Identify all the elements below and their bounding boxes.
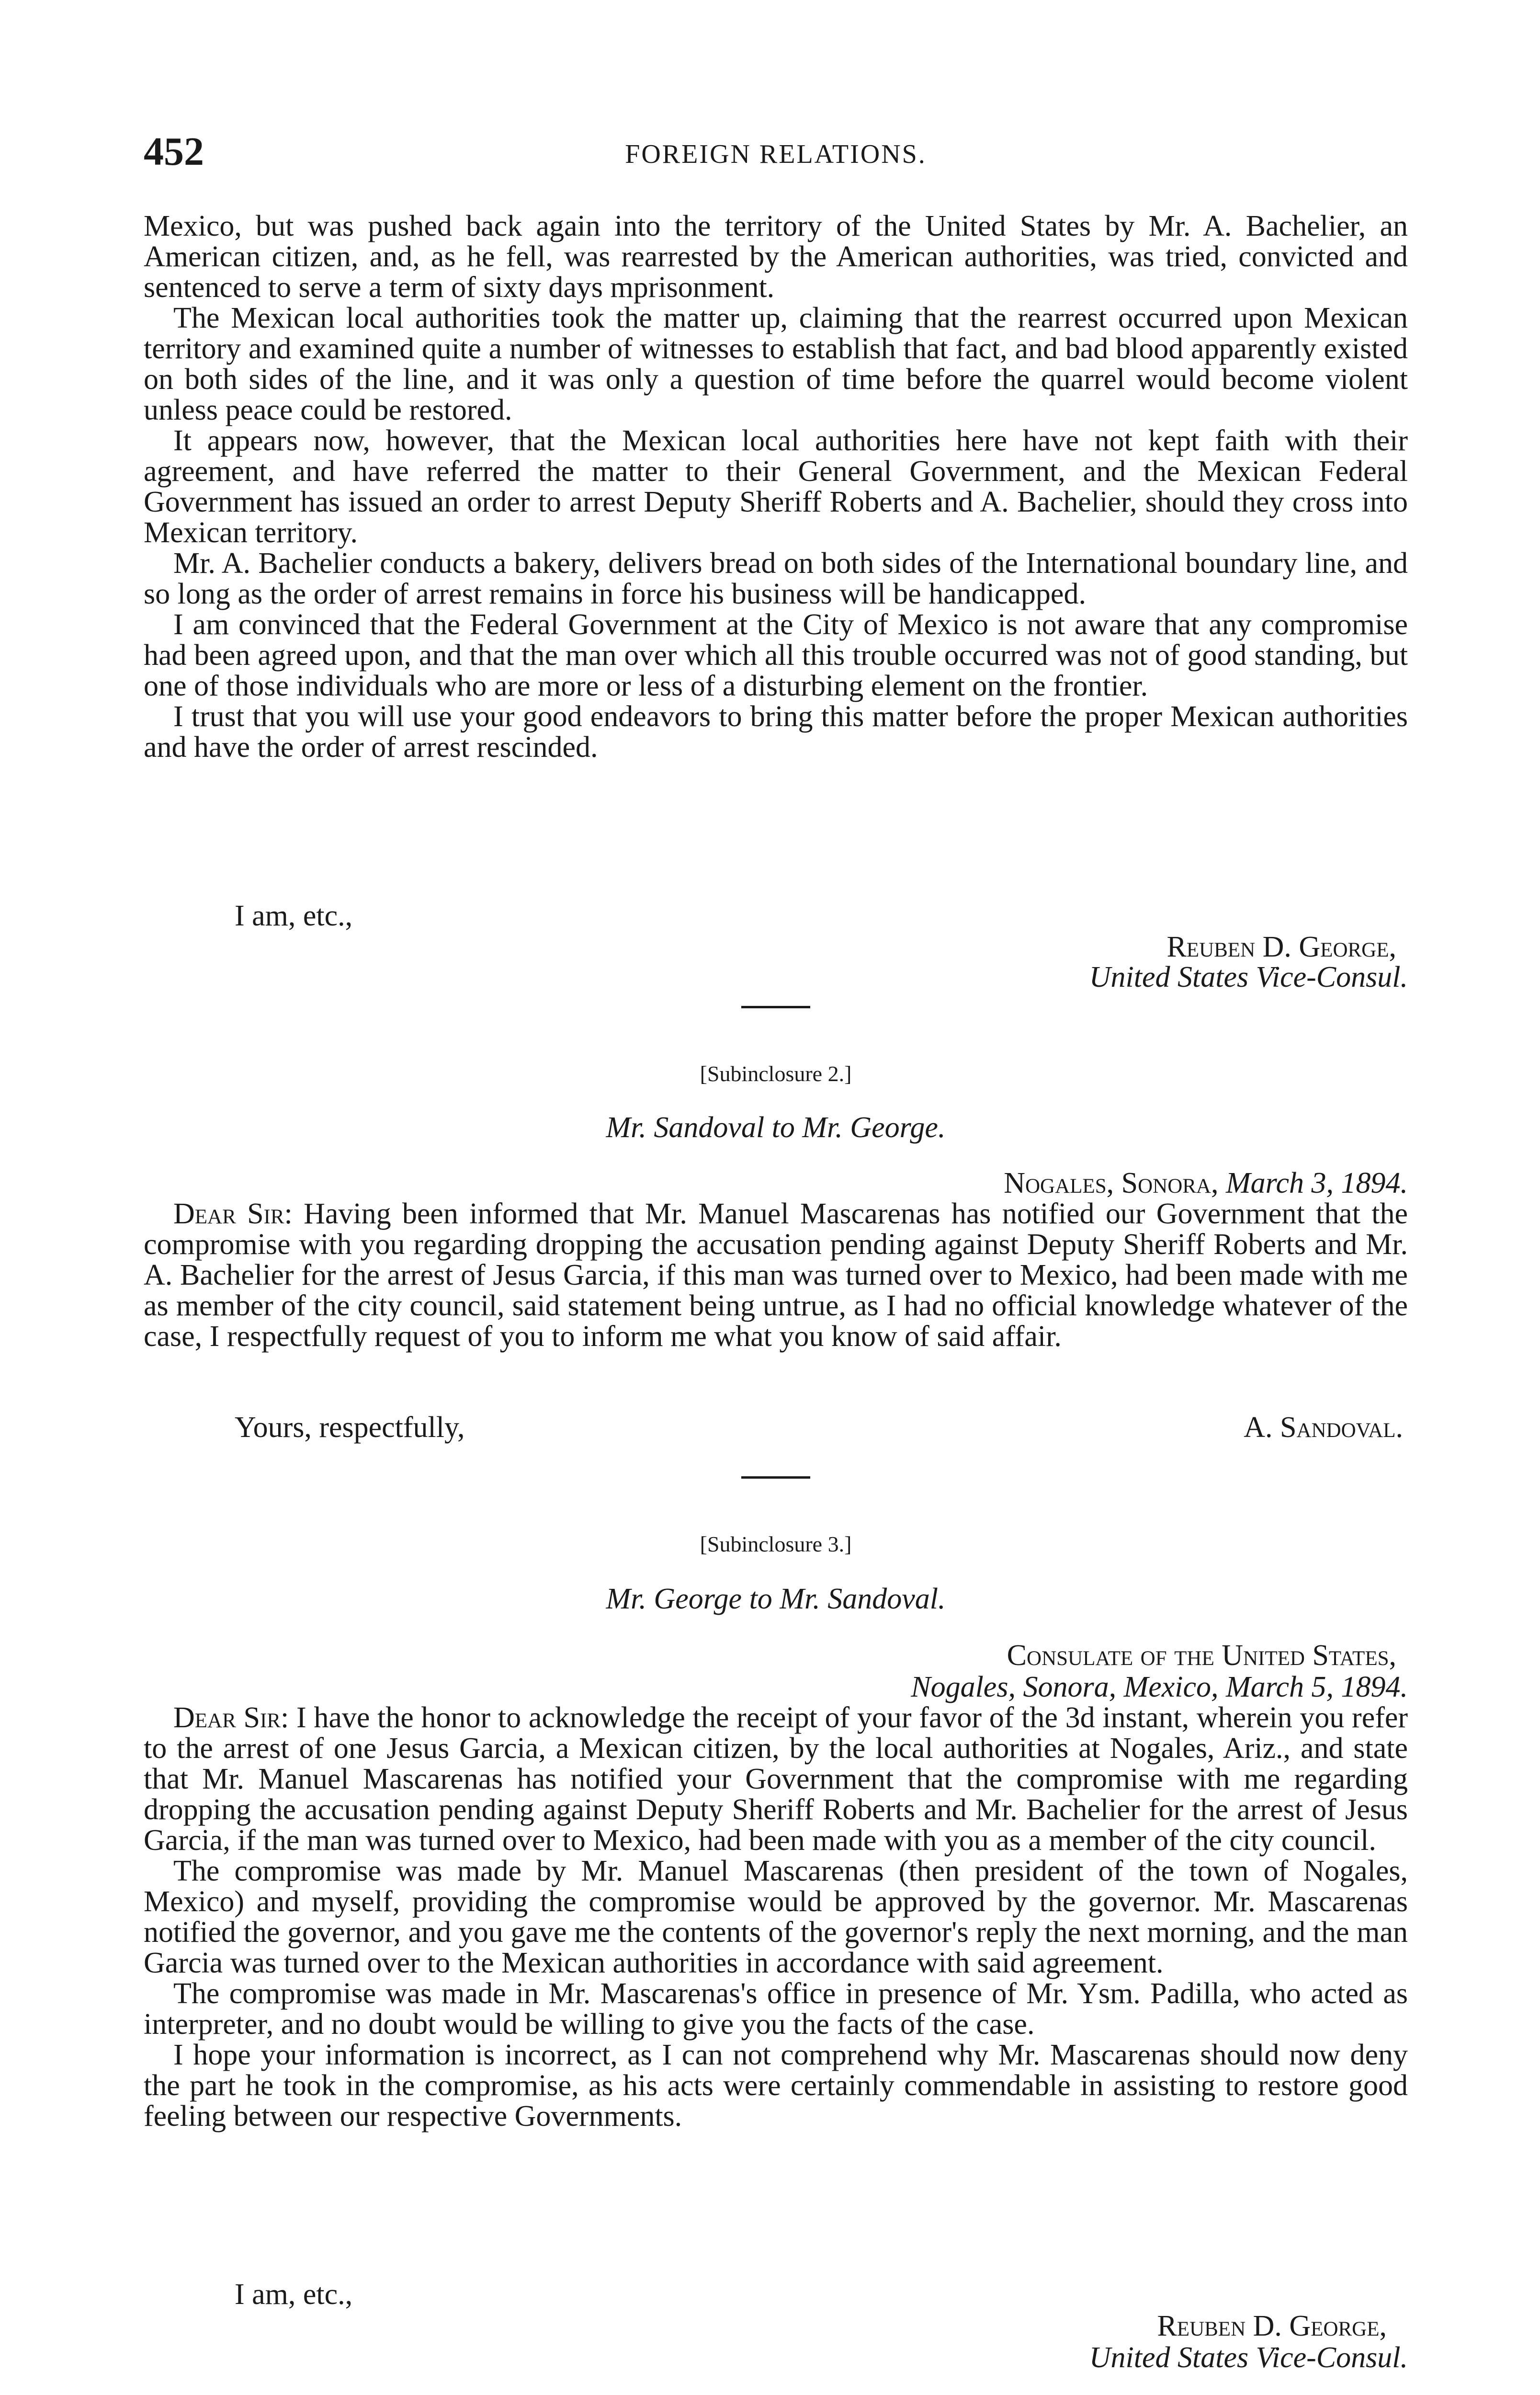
salutation: Dear Sir: [173,1198,293,1230]
dateline-place: Nogales, Sonora, [1004,1167,1219,1199]
signature-title: United States Vice-Consul. [1089,2341,1408,2374]
letter-heading: Mr. Sandoval to Mr. George. [606,1111,946,1144]
salutation: Dear Sir: [173,1701,289,1734]
dateline-date: March 3, 1894. [1226,1167,1408,1199]
closing: I am, etc., [235,900,353,932]
paragraph: It appears now, however, that the Mexican local authorities here have not kept faith with their agreement, and have referred the matter to their General Government, and the Mexican Federal Government has issued an order to arrest Deputy Sheriff Roberts and A. Bachelier, should they cross into Mexican territory. [144,424,1408,549]
paragraph: Mr. A. Bachelier conducts a bakery, delivers bread on both sides of the International boundary line, and so long as the order of arrest remains in force his business will be handicapped. [144,547,1408,610]
closing: I am, etc., [235,2278,353,2311]
signature-title: United States Vice-Consul. [1089,961,1408,993]
letter-body-2 [144,1198,1408,1352]
dateline-line1: Consulate of the United States, [1007,1639,1396,1672]
signature-name: Reuben D. George, [1157,2310,1387,2342]
paragraph: I hope your information is incorrect, as I can not comprehend why Mr. Mascarenas should now deny the part he took in the compromise, as his acts were certainly commendable in assisting to restore good feeling between our respective Governments. [144,2039,1408,2133]
paragraph: The compromise was made by Mr. Manuel Mascarenas (then president of the town of Nogales, Mexico) and myself, providing the compromise would be approved by the governor. Mr. Mascarenas notified the governor, and you gave me the contents of the governor's reply the next morning, and the man Garcia was turned over to the Mexican authorities in accordance with said agreement. [144,1855,1408,1979]
closing-row [235,1412,1403,1443]
letter-body-1 [144,211,1408,763]
paragraph [144,1198,1408,1352]
paragraph: I am convinced that the Federal Government at the City of Mexico is not aware that any compromise had been agreed upon, and that the man over which all this trouble occurred was not of good standing, but one of those individuals who are more or less of a disturbing element on the frontier. [144,608,1408,702]
paragraph: The Mexican local authorities took the matter up, claiming that the rearrest occurred upon Mexican territory and examined quite a number of witnesses to establish that fact, and bad blood apparently existed on both sides of the line, and it was only a question of time before the quarrel would become violent unless peace could be restored. [144,302,1408,426]
subinclosure-label: [Subinclosure 3.] [700,1532,852,1556]
signature: A. Sandoval. [1244,1411,1403,1444]
paragraph-text: Having been informed that Mr. Manuel Mascarenas has notified our Government that the compromise with you regarding dropping the accusation pending against Deputy Sheriff Roberts and Mr. A. Bachelier for the arrest of Jesus Garcia, if this man was turned over to Mexico, had been made with me as member of the city council, said statement being untrue, as I had no official knowledge whatever of the case, I respectfully request of you to inform me what you know of said affair. [144,1198,1408,1353]
closing: Yours, respectfully, [235,1411,465,1444]
paragraph: Mexico, but was pushed back again into the territory of the United States by Mr. A. Bachelier, an American citizen, and, as he fell, was rearrested by the American authorities, was tried, convicted and sentenced to serve a term of sixty days mprisonment. [144,210,1408,304]
paragraph: I trust that you will use your good endeavors to bring this matter before the proper Mexican authorities and have the order of arrest rescinded. [144,700,1408,764]
divider [741,1006,810,1008]
letter-heading: Mr. George to Mr. Sandoval. [606,1583,946,1615]
letter-body-3 [144,1702,1408,2132]
paragraph: The compromise was made in Mr. Mascarenas's office in presence of Mr. Ysm. Padilla, who acted as interpreter, and no doubt would be willing to give you the facts of the case. [144,1977,1408,2041]
dateline [1004,1168,1408,1198]
running-header: FOREIGN RELATIONS. [625,139,927,169]
dateline-line2: Nogales, Sonora, Mexico, March 5, 1894. [911,1671,1408,1703]
page-number: 452 [144,129,204,174]
divider [741,1476,810,1479]
subinclosure-label: [Subinclosure 2.] [700,1061,852,1086]
paragraph [144,1702,1408,1856]
paragraph-text: I have the honor to acknowledge the receipt of your favor of the 3d instant, wherein you refer to the arrest of one Jesus Garcia, a Mexican citizen, by the local authorities at Nogales, Ariz., and state that Mr. Manuel Mascarenas has notified your Government that the compromise with me regarding dropping the accusation pending against Deputy Sheriff Roberts and Mr. Bachelier for the arrest of Jesus Garcia, if the man was turned over to Mexico, had been made with you as a member of the city council. [144,1701,1408,1857]
signature-name: Reuben D. George, [1166,931,1396,963]
